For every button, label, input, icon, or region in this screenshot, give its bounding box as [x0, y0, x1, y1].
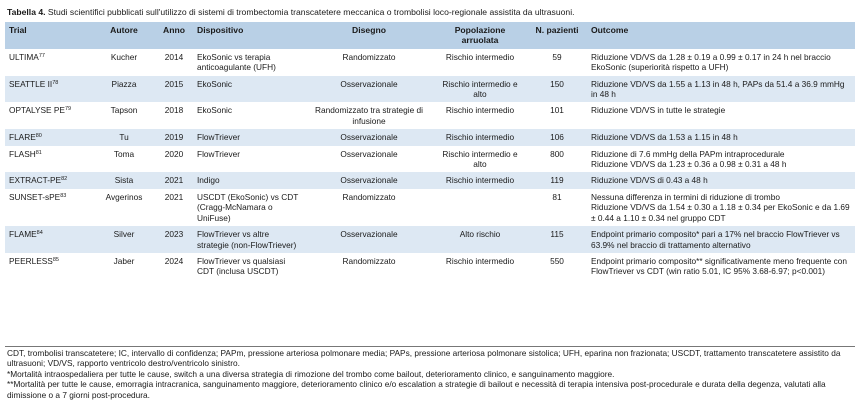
cell-pazienti: 119 [527, 172, 587, 188]
cell-autore: Tu [93, 129, 155, 145]
table-row [5, 146, 855, 173]
cell-dispositivo: EkoSonic [197, 105, 233, 116]
cell-outcome: Riduzione VD/VS di 0.43 a 48 h [587, 172, 855, 188]
cell-ref: 85 [52, 256, 59, 263]
col-header-autore: Autore [93, 22, 155, 49]
table-row [5, 172, 855, 188]
cell-ref: 78 [52, 79, 59, 86]
cell-ref: 84 [36, 230, 43, 237]
cell-outcome: Riduzione di 7.6 mmHg della PAPm intraprocedurale Riduzione VD/VS da 1.23 ± 0.36 a 0.98 ± 0.31 a 48 h [591, 148, 787, 170]
col-header-popolazione: Popolazione arruolata [433, 22, 527, 49]
cell-popolazione: Alto rischio [433, 226, 527, 253]
footnote-abbreviations: CDT, trombolisi transcatetere; IC, intervallo di confidenza; PAPm, pressione arteriosa polmonare media; PAPs, pressione arteriosa polmonare sistolica; UFH, eparina non frazionata; USCDT, trattamento transcatetere assistito da ultrasuoni; VD/VS, rapporto ventricolo destro/ventricolo sinistro. [7, 348, 841, 369]
cell-pazienti: 59 [552, 51, 562, 62]
cell-popolazione: Rischio intermedio [433, 172, 527, 188]
table-caption [7, 7, 852, 18]
cell-ref: 80 [35, 133, 42, 140]
cell-disegno: Osservazionale [305, 226, 433, 253]
col-header-pazienti: N. pazienti [527, 22, 587, 49]
cell-pazienti: 101 [550, 105, 564, 116]
cell-trial: SEATTLE II$^{78}$ [5, 76, 93, 103]
cell-outcome: Endpoint primario composito* pari a 17% nel braccio FlowTriever vs 63.9% nel braccio di trattamento alternativo [587, 226, 855, 253]
cell-popolazione: Rischio intermedio e alto [442, 148, 518, 170]
cell-disegno: Randomizzato [342, 191, 396, 202]
cell-anno: 2018 [164, 105, 184, 116]
cell-dispositivo: Indigo [193, 172, 305, 188]
cell-ref: 79 [64, 106, 72, 113]
cell-anno: 2021 [164, 191, 184, 202]
cell-disegno: Osservazionale [305, 76, 433, 103]
cell-outcome: Riduzione VD/VS in tutte le strategie [591, 105, 726, 116]
cell-popolazione: Rischio intermedio [433, 129, 527, 145]
table-caption-text: Studi scientifici pubblicati sull'utilizzo di sistemi di trombectomia transcatetere meccanica o trombolisi loco-regionale assistita da ultrasuoni. [45, 7, 575, 17]
cell-anno: 2024 [164, 255, 184, 266]
footnote-double-star: **Mortalità per tutte le cause, emorragia intracranica, sanguinamento maggiore, deterioramento clinico e/o escalation a strategie di bailout e necessità di terapia intensiva post-procedurale e durata della degenza, valutati alla dimissione o a 7 giorni post-procedura. [7, 379, 826, 400]
cell-popolazione [433, 189, 527, 226]
table-row [5, 226, 855, 253]
cell-outcome: Endpoint primario composito** significativamente meno frequente con FlowTriever vs CDT (win ratio 5.01, IC 95% 3.68-6.97; p<0.001) [591, 255, 847, 277]
col-header-anno: Anno [155, 22, 193, 49]
cell-pazienti: 81 [552, 191, 562, 202]
cell-pazienti: 800 [550, 148, 564, 159]
cell-trial: EXTRACT-PE$^{82}$ [5, 172, 93, 188]
cell-pazienti: 115 [527, 226, 587, 253]
cell-anno: 2019 [155, 129, 193, 145]
cell-trial: FLARE$^{80}$ [5, 129, 93, 145]
cell-popolazione: Rischio intermedio e alto [433, 76, 527, 103]
col-header-disegno: Disegno [305, 22, 433, 49]
table-caption-label: Tabella 4. [7, 7, 46, 17]
cell-disegno: Osservazionale [305, 129, 433, 145]
cell-autore: Silver [93, 226, 155, 253]
cell-anno: 2021 [155, 172, 193, 188]
cell-autore: Sista [93, 172, 155, 188]
cell-outcome: Riduzione VD/VS da 1.55 a 1.13 in 48 h, PAPs da 51.4 a 36.9 mmHg in 48 h [587, 76, 855, 103]
cell-trial: FLAME$^{84}$ [5, 226, 93, 253]
cell-trial: PEERLESS$^{85}$ [9, 255, 59, 266]
table-row [5, 189, 855, 226]
cell-dispositivo: EkoSonic vs terapia anticoagulante (UFH) [197, 51, 276, 73]
table-row [5, 102, 855, 129]
col-header-trial: Trial [5, 22, 93, 49]
table-header-row [5, 22, 855, 49]
cell-pazienti: 106 [527, 129, 587, 145]
cell-anno: 2015 [155, 76, 193, 103]
cell-trial: OPTALYSE PE$^{79}$ [9, 105, 72, 116]
table-row [5, 76, 855, 103]
cell-trial: ULTIMA$^{77}$ [9, 51, 45, 62]
cell-trial: FLASH$^{81}$ [9, 148, 42, 159]
cell-autore: Piazza [93, 76, 155, 103]
cell-popolazione: Rischio intermedio [445, 51, 515, 62]
cell-autore: Kucher [110, 51, 138, 62]
cell-trial: SUNSET-sPE$^{83}$ [9, 191, 67, 202]
cell-ref: 83 [60, 192, 67, 199]
cell-autore: Avgerinos [105, 191, 143, 202]
cell-pazienti: 150 [527, 76, 587, 103]
cell-dispositivo: FlowTriever vs altre strategie (non-FlowTriever) [193, 226, 305, 253]
footnote-divider [5, 346, 855, 347]
table-footnotes [7, 348, 855, 400]
cell-autore: Toma [113, 148, 135, 159]
col-header-dispositivo: Dispositivo [193, 22, 305, 49]
cell-anno: 2020 [164, 148, 184, 159]
cell-dispositivo: FlowTriever vs qualsiasi CDT (inclusa USCDT) [197, 255, 286, 277]
cell-disegno: Osservazionale [340, 148, 398, 159]
cell-ref: 81 [35, 149, 42, 156]
cell-dispositivo: FlowTriever [197, 148, 241, 159]
cell-outcome: Riduzione VD/VS da 1.53 a 1.15 in 48 h [587, 129, 855, 145]
cell-outcome: Nessuna differenza in termini di riduzione di trombo Riduzione VD/VS da 1.54 ± 0.30 a 1.18 ± 0.34 per EkoSonic e da 1.69 ± 0.44 a 1.10 ± 0.34 nel gruppo CDT [591, 191, 850, 223]
cell-anno: 2023 [155, 226, 193, 253]
col-header-outcome: Outcome [587, 22, 855, 49]
footnote-single-star: *Mortalità intraospedaliera per tutte le cause, switch a una diversa strategia di rimozione del trombo come bailout, deterioramento clinico, e sanguinamento maggiore. [7, 368, 615, 379]
table-row [5, 129, 855, 145]
cell-disegno: Randomizzato [342, 51, 396, 62]
cell-popolazione: Rischio intermedio [445, 255, 515, 266]
cell-dispositivo: EkoSonic [193, 76, 305, 103]
cell-popolazione: Rischio intermedio [445, 105, 515, 116]
cell-disegno: Randomizzato [342, 255, 396, 266]
cell-disegno: Osservazionale [305, 172, 433, 188]
cell-outcome: Riduzione VD/VS da 1.28 ± 0.19 a 0.99 ± 0.17 in 24 h nel braccio EkoSonic (superiorità rispetto a UFH) [591, 51, 831, 73]
table-row [5, 49, 855, 76]
cell-anno: 2014 [164, 51, 184, 62]
cell-dispositivo: USCDT (EkoSonic) vs CDT (Cragg-McNamara o UniFuse) [197, 191, 299, 223]
cell-ref: 77 [38, 52, 45, 59]
cell-disegno: Randomizzato tra strategie di infusione [315, 105, 423, 126]
cell-autore: Jaber [113, 255, 135, 266]
table-row [5, 253, 855, 280]
cell-ref: 82 [61, 176, 68, 183]
trials-table [5, 22, 855, 280]
cell-autore: Tapson [110, 105, 138, 116]
cell-dispositivo: FlowTriever [193, 129, 305, 145]
cell-pazienti: 550 [550, 255, 564, 266]
